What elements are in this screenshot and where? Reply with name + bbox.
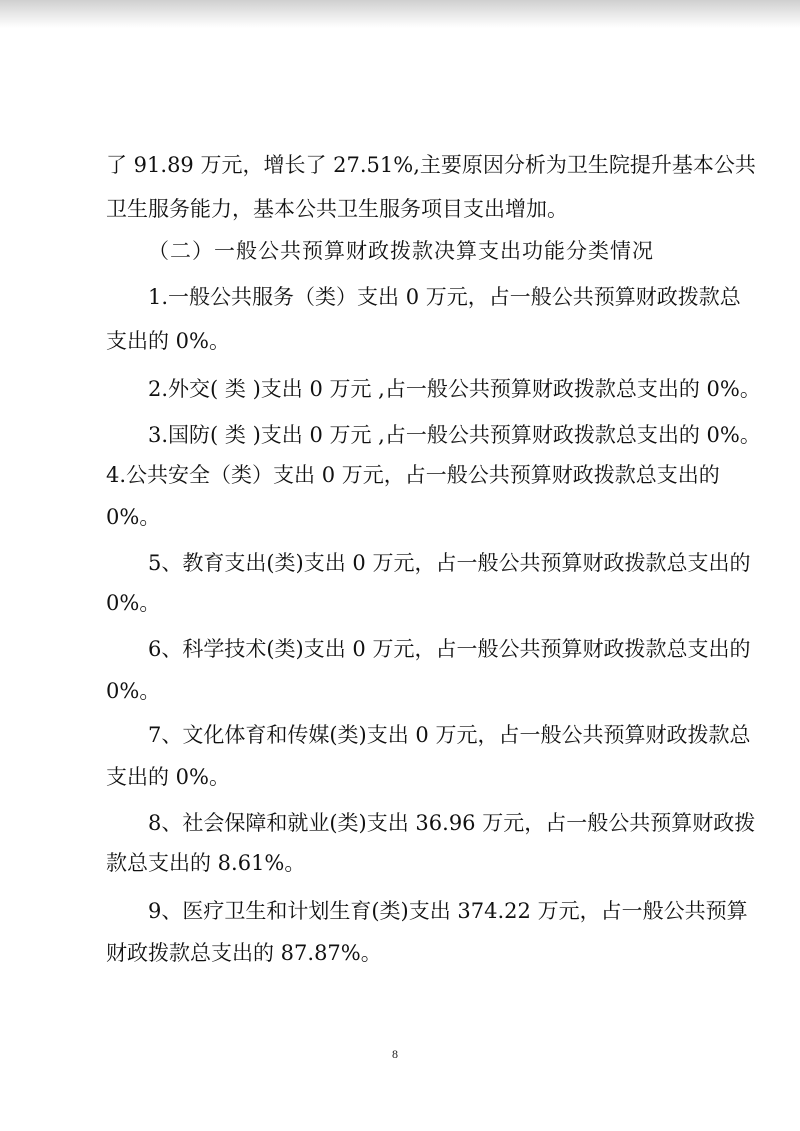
text-line: 5、教育支出(类)支出 0 万元，占一般公共预算财政拨款总支出的 bbox=[148, 551, 751, 575]
text-line: 2.外交( 类 )支出 0 万元 ,占一般公共预算财政拨款总支出的 0%。 bbox=[148, 377, 761, 401]
page-number: 8 bbox=[392, 1047, 398, 1061]
text-line: 0%。 bbox=[106, 679, 161, 703]
text-line: 卫生服务能力，基本公共卫生服务项目支出增加。 bbox=[106, 197, 568, 221]
text-line: 款总支出的 8.61%。 bbox=[106, 851, 306, 875]
text-line: 支出的 0%。 bbox=[106, 329, 230, 353]
text-line: 6、科学技术(类)支出 0 万元，占一般公共预算财政拨款总支出的 bbox=[148, 637, 751, 661]
text-line: 了 91.89 万元，增长了 27.51%,主要原因分析为卫生院提升基本公共 bbox=[106, 153, 756, 177]
scan-top-edge bbox=[0, 0, 800, 28]
text-line: 3.国防( 类 )支出 0 万元 ,占一般公共预算财政拨款总支出的 0%。 bbox=[148, 423, 761, 447]
text-line: 7、文化体育和传媒(类)支出 0 万元，占一般公共预算财政拨款总 bbox=[148, 723, 751, 747]
text-line: 1.一般公共服务（类）支出 0 万元，占一般公共预算财政拨款总 bbox=[148, 285, 741, 309]
text-line: 8、社会保障和就业(类)支出 36.96 万元，占一般公共预算财政拨 bbox=[148, 811, 756, 835]
text-line: 支出的 0%。 bbox=[106, 765, 230, 789]
section-heading: （二）一般公共预算财政拨款决算支出功能分类情况 bbox=[148, 239, 654, 263]
text-line: 财政拨款总支出的 87.87%。 bbox=[106, 941, 382, 965]
text-line: 9、医疗卫生和计划生育(类)支出 374.22 万元，占一般公共预算 bbox=[148, 899, 748, 923]
text-line: 0%。 bbox=[106, 591, 161, 615]
text-line: 0%。 bbox=[106, 505, 161, 529]
text-line: 4.公共安全（类）支出 0 万元，占一般公共预算财政拨款总支出的 bbox=[106, 463, 720, 487]
